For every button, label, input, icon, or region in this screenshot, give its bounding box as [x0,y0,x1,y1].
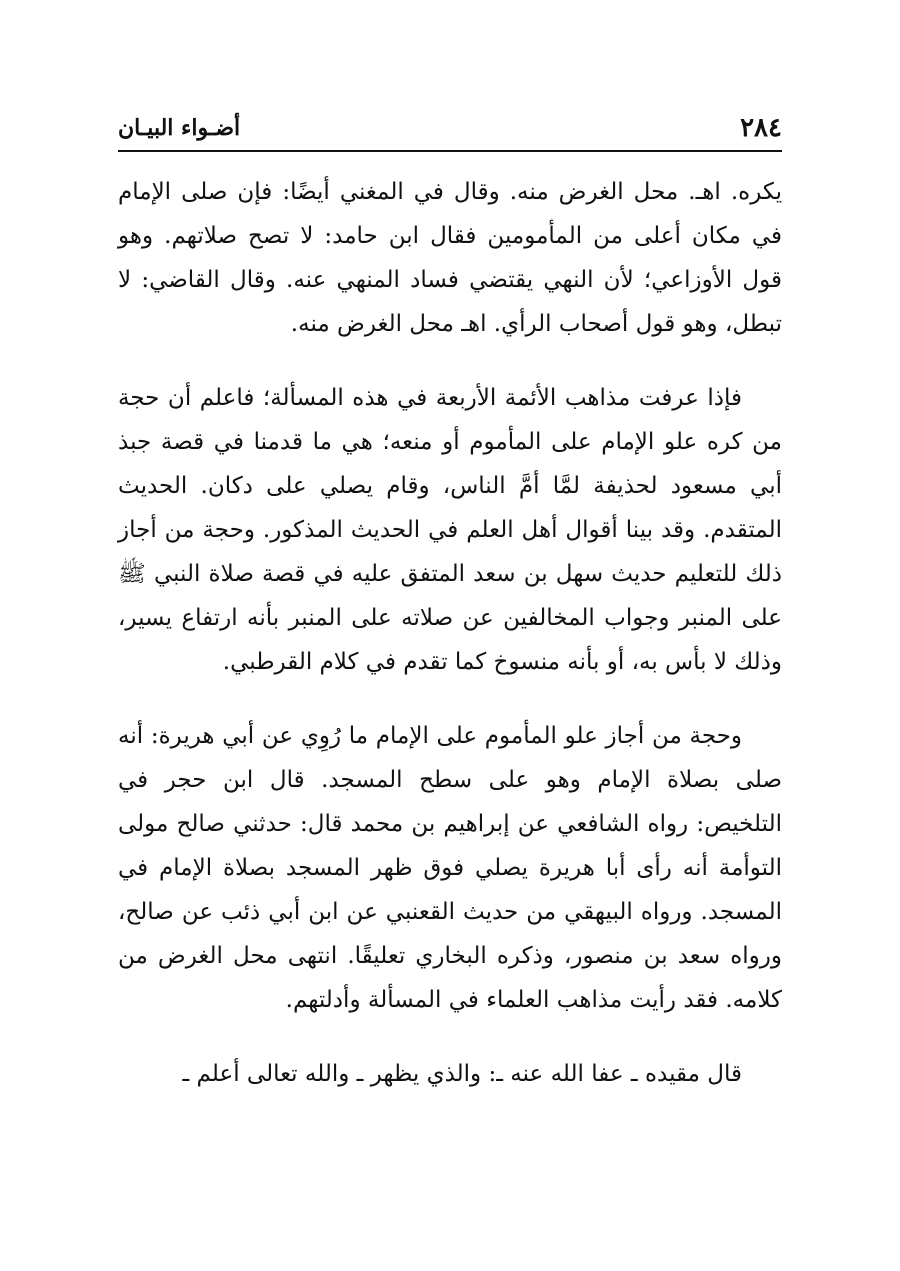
page-header [118,110,782,150]
paragraph-gap [118,346,782,376]
header-rule [118,150,782,152]
paragraph-4: قال مقيده ـ عفا الله عنه ـ: والذي يظهر ـ والله تعالى أعلم ـ [182,1061,742,1087]
running-title: أضـواء البيـان [118,115,241,141]
paragraph-1: يكره. اهـ. محل الغرض منه. وقال في المغني أيضًا: فإن صلى الإمام في مكان أعلى من المأمومين فقال ابن حامد: لا تصح صلاتهم. وهو قول الأوزاعي؛ لأن النهي يقتضي فساد المنهي عنه. وقال القاضي: لا تبطل، وهو قول أصحاب الرأي. اهـ محل الغرض منه. [118,179,782,337]
paragraph-2: فإذا عرفت مذاهب الأئمة الأربعة في هذه المسألة؛ فاعلم أن حجة من كره علو الإمام على المأموم أو منعه؛ هي ما قدمنا في قصة جبذ أبي مسعود لحذيفة لمَّا أمَّ الناس، وقام يصلي على دكان. الحديث المتقدم. وقد بينا أقوال أهل العلم في الحديث المذكور. وحجة من أجاز ذلك للتعليم حديث سهل بن سعد المتفق عليه في قصة صلاة النبي ﷺ على المنبر وجواب المخالفين عن صلاته على المنبر بأنه ارتفاع يسير، وذلك لا بأس به، أو بأنه منسوخ كما تقدم في كلام القرطبي. [118,385,782,675]
paragraph-3: وحجة من أجاز علو المأموم على الإمام ما رُوِي عن أبي هريرة: أنه صلى بصلاة الإمام وهو على سطح المسجد. قال ابن حجر في التلخيص: رواه الشافعي عن إبراهيم بن محمد قال: حدثني صالح مولى التوأمة أنه رأى أبا هريرة يصلي فوق ظهر المسجد بصلاة الإمام في المسجد. ورواه البيهقي من حديث القعنبي عن ابن أبي ذئب عن صالح، ورواه سعد بن منصور، وذكره البخاري تعليقًا. انتهى محل الغرض من كلامه. فقد رأيت مذاهب العلماء في المسألة وأدلتهم. [118,723,782,1013]
body-text [118,170,782,1096]
page-number: ٢٨٤ [740,113,782,143]
document-page [118,110,782,1210]
paragraph-gap [118,1022,782,1052]
paragraph-gap [118,684,782,714]
